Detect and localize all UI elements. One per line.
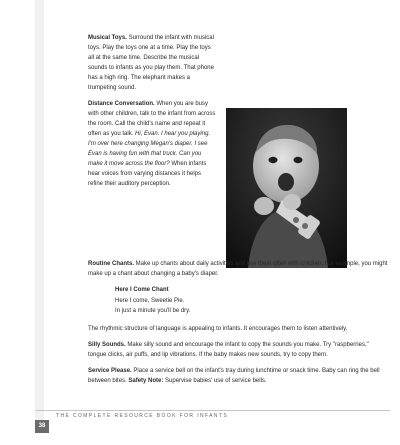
margin-strip — [35, 0, 44, 420]
routine-chants-heading: Routine Chants. — [88, 261, 134, 267]
rhythm-paragraph: The rhythmic structure of language is appealing to infants. It encourages them to listen attentively. — [88, 326, 348, 332]
musical-toys-text: Surround the infant with musical toys. Play the toys one at a time. Play the toys all at the same time. Describe the musical sounds to infants as you play them. That phone has a high ring. The elephant makes a trumpeting sound. — [88, 35, 214, 91]
routine-chants-paragraph — [88, 259, 388, 279]
musical-toys-heading: Musical Toys. — [88, 35, 127, 41]
distance-conversation-heading: Distance Conversation. — [88, 101, 155, 107]
chant-line-2: In just a minute you'll be dry. — [115, 308, 191, 314]
silly-sounds-text: Make silly sound and encourage the infant to copy the sounds you make. Try "raspberries," tongue clicks, air puffs, and lip vibrations. If the baby makes new sounds, try to copy them. — [88, 342, 369, 358]
service-please-heading: Service Please. — [88, 368, 132, 374]
service-please-paragraph — [88, 366, 388, 386]
page-number: 38 — [35, 420, 49, 433]
distance-conversation-paragraph — [88, 99, 217, 189]
footer-divider — [35, 410, 390, 411]
running-footer-title: THE COMPLETE RESOURCE BOOK FOR INFANTS — [56, 413, 229, 419]
baby-photo — [226, 108, 347, 268]
distance-conversation-quote: Hi, Evan. I hear you playing. I'm over here changing Megan's diaper. I see Evan is having fun with that truck. Can you make it move across the floor? — [88, 131, 211, 167]
left-column — [88, 33, 217, 195]
safety-note-text: Supervise babies' use of service bells. — [163, 378, 267, 384]
chant-title: Here I Come Chant — [115, 287, 169, 293]
silly-sounds-paragraph — [88, 340, 388, 360]
distance-conversation-text: When you are busy with other children, talk to the infant from across the room. Call the child's name and repeat it often as you talk. — [88, 101, 216, 137]
safety-note-heading: Safety Note: — [128, 378, 164, 384]
service-please-text: Place a service bell on the infant's tray during lunchtime or snack time. Baby can ring the bell between bites. — [88, 368, 380, 384]
main-text — [88, 259, 388, 392]
chant-block — [115, 285, 388, 316]
musical-toys-paragraph — [88, 33, 217, 93]
chant-line-1: Here I come, Sweetie Pie. — [115, 298, 185, 304]
baby-photo-graphic — [226, 108, 347, 268]
silly-sounds-heading: Silly Sounds. — [88, 342, 126, 348]
distance-conversation-text-end: When infants hear voices from varying distances it helps refine their auditory perception. — [88, 161, 207, 187]
routine-chants-text: Make up chants about daily activities and use them often with children. For example, you might make up a chant about changing a baby's diaper. — [88, 261, 388, 277]
